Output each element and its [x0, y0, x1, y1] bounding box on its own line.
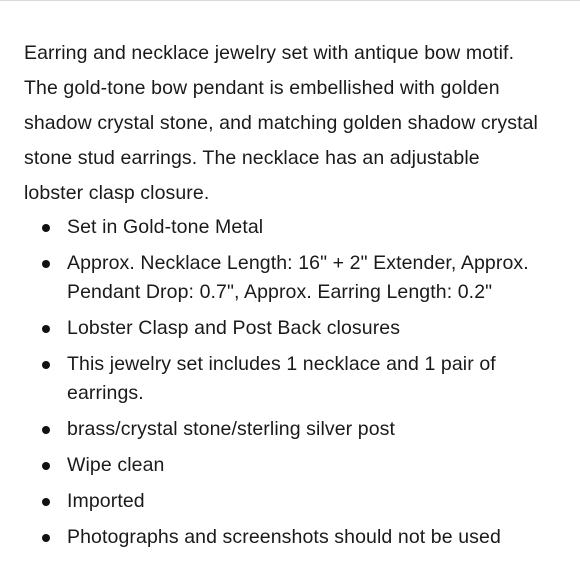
bullet-icon: [42, 260, 50, 268]
top-divider: [0, 0, 580, 1]
bullet-icon: [42, 534, 50, 542]
list-item: [24, 451, 544, 480]
list-item: [24, 487, 544, 516]
feature-text: Photographs and screenshots should not be used: [67, 526, 501, 548]
list-item: [24, 415, 544, 444]
bullet-icon: [42, 498, 50, 506]
list-item: [24, 213, 544, 242]
bullet-icon: [42, 361, 50, 369]
bullet-icon: [42, 426, 50, 434]
feature-list: [24, 213, 544, 552]
list-item: [24, 249, 544, 307]
feature-text: Set in Gold-tone Metal: [67, 216, 264, 238]
bullet-icon: [42, 462, 50, 470]
list-item: [24, 350, 544, 408]
list-item: [24, 523, 544, 552]
list-item: [24, 314, 544, 343]
description-paragraph: Earring and necklace jewelry set with antique bow motif. The gold-tone bow pendant is embellished with golden shadow crystal stone, and matching golden shadow crystal stone stud earrings. The necklace has an adjustable lobster clasp closure.: [24, 42, 538, 204]
product-description-section: [24, 36, 544, 559]
bullet-icon: [42, 325, 50, 333]
feature-text: Imported: [67, 490, 145, 512]
feature-text: Wipe clean: [67, 454, 165, 476]
feature-text: Lobster Clasp and Post Back closures: [67, 317, 401, 339]
feature-text: This jewelry set includes 1 necklace and 1 pair of earrings.: [67, 353, 496, 404]
feature-text: Approx. Necklace Length: 16" + 2" Extender, Approx. Pendant Drop: 0.7", Approx. Earring Length: 0.2": [67, 252, 529, 303]
bullet-icon: [42, 224, 50, 232]
feature-text: brass/crystal stone/sterling silver post: [67, 418, 396, 440]
